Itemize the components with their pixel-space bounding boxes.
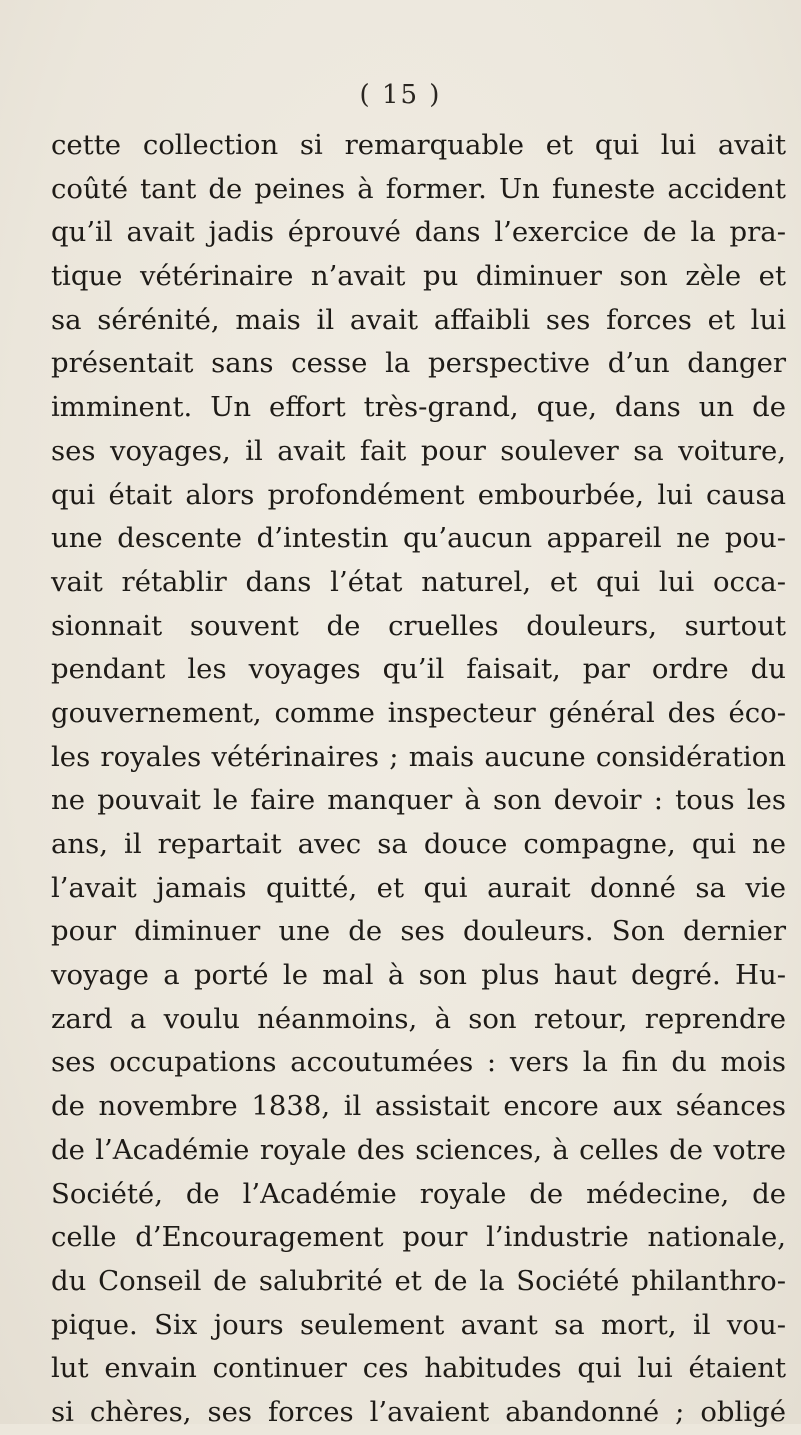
text-line: voyage a porté le mal à son plus haut degré. Hu- [51,959,786,992]
text-line: coûté tant de peines à former. Un funeste accident [51,172,786,205]
text-line: les royales vétérinaires ; mais aucune considération [51,740,786,773]
text-line: imminent. Un effort très-grand, que, dans un de [51,391,786,424]
body-text [51,124,786,1435]
text-line: pour diminuer une de ses douleurs. Son dernier [51,915,786,948]
text-line: pendant les voyages qu’il faisait, par ordre du [51,653,786,686]
text-line: pique. Six jours seulement avant sa mort, il vou- [51,1308,786,1341]
text-line: ses voyages, il avait fait pour soulever sa voiture, [51,434,786,467]
text-line: présentait sans cesse la perspective d’un danger [51,347,786,380]
text-line: cette collection si remarquable et qui lui avait [51,129,786,161]
text-line: sionnait souvent de cruelles douleurs, surtout [51,609,786,642]
text-line: ses occupations accoutumées : vers la fin du mois [51,1046,786,1079]
text-line: de novembre 1838, il assistait encore aux séances [51,1090,786,1123]
text-line: de l’Académie royale des sciences, à celles de votre [51,1133,786,1166]
page-number: ( 15 ) [359,80,442,110]
text-line: zard a voulu néanmoins, à son retour, reprendre [51,1002,786,1035]
text-line: l’avait jamais quitté, et qui aurait donné sa vie [51,871,786,904]
text-line: Société, de l’Académie royale de médecine, de [51,1177,786,1210]
text-line: sa sérénité, mais il avait affaibli ses forces et lui [51,303,786,336]
text-line: celle d’Encouragement pour l’industrie nationale, [51,1221,786,1254]
text-line: du Conseil de salubrité et de la Société philanthro- [51,1264,786,1297]
text-line: si chères, ses forces l’avaient abandonné ; obligé [51,1395,786,1428]
text-line: gouvernement, comme inspecteur général des éco- [51,696,786,729]
text-line: vait rétablir dans l’état naturel, et qui lui occa- [51,565,786,598]
text-line: lut envain continuer ces habitudes qui lui étaient [51,1352,786,1385]
text-line: une descente d’intestin qu’aucun appareil ne pou- [51,522,786,555]
text-line: tique vétérinaire n’avait pu diminuer son zèle et [51,260,786,293]
text-line: qui était alors profondément embourbée, lui causa [51,478,786,511]
text-line: ans, il repartait avec sa douce compagne, qui ne [51,828,786,860]
text-line: ne pouvait le faire manquer à son devoir : tous les [51,784,786,817]
text-line: qu’il avait jadis éprouvé dans l’exercice de la pra- [51,216,786,249]
